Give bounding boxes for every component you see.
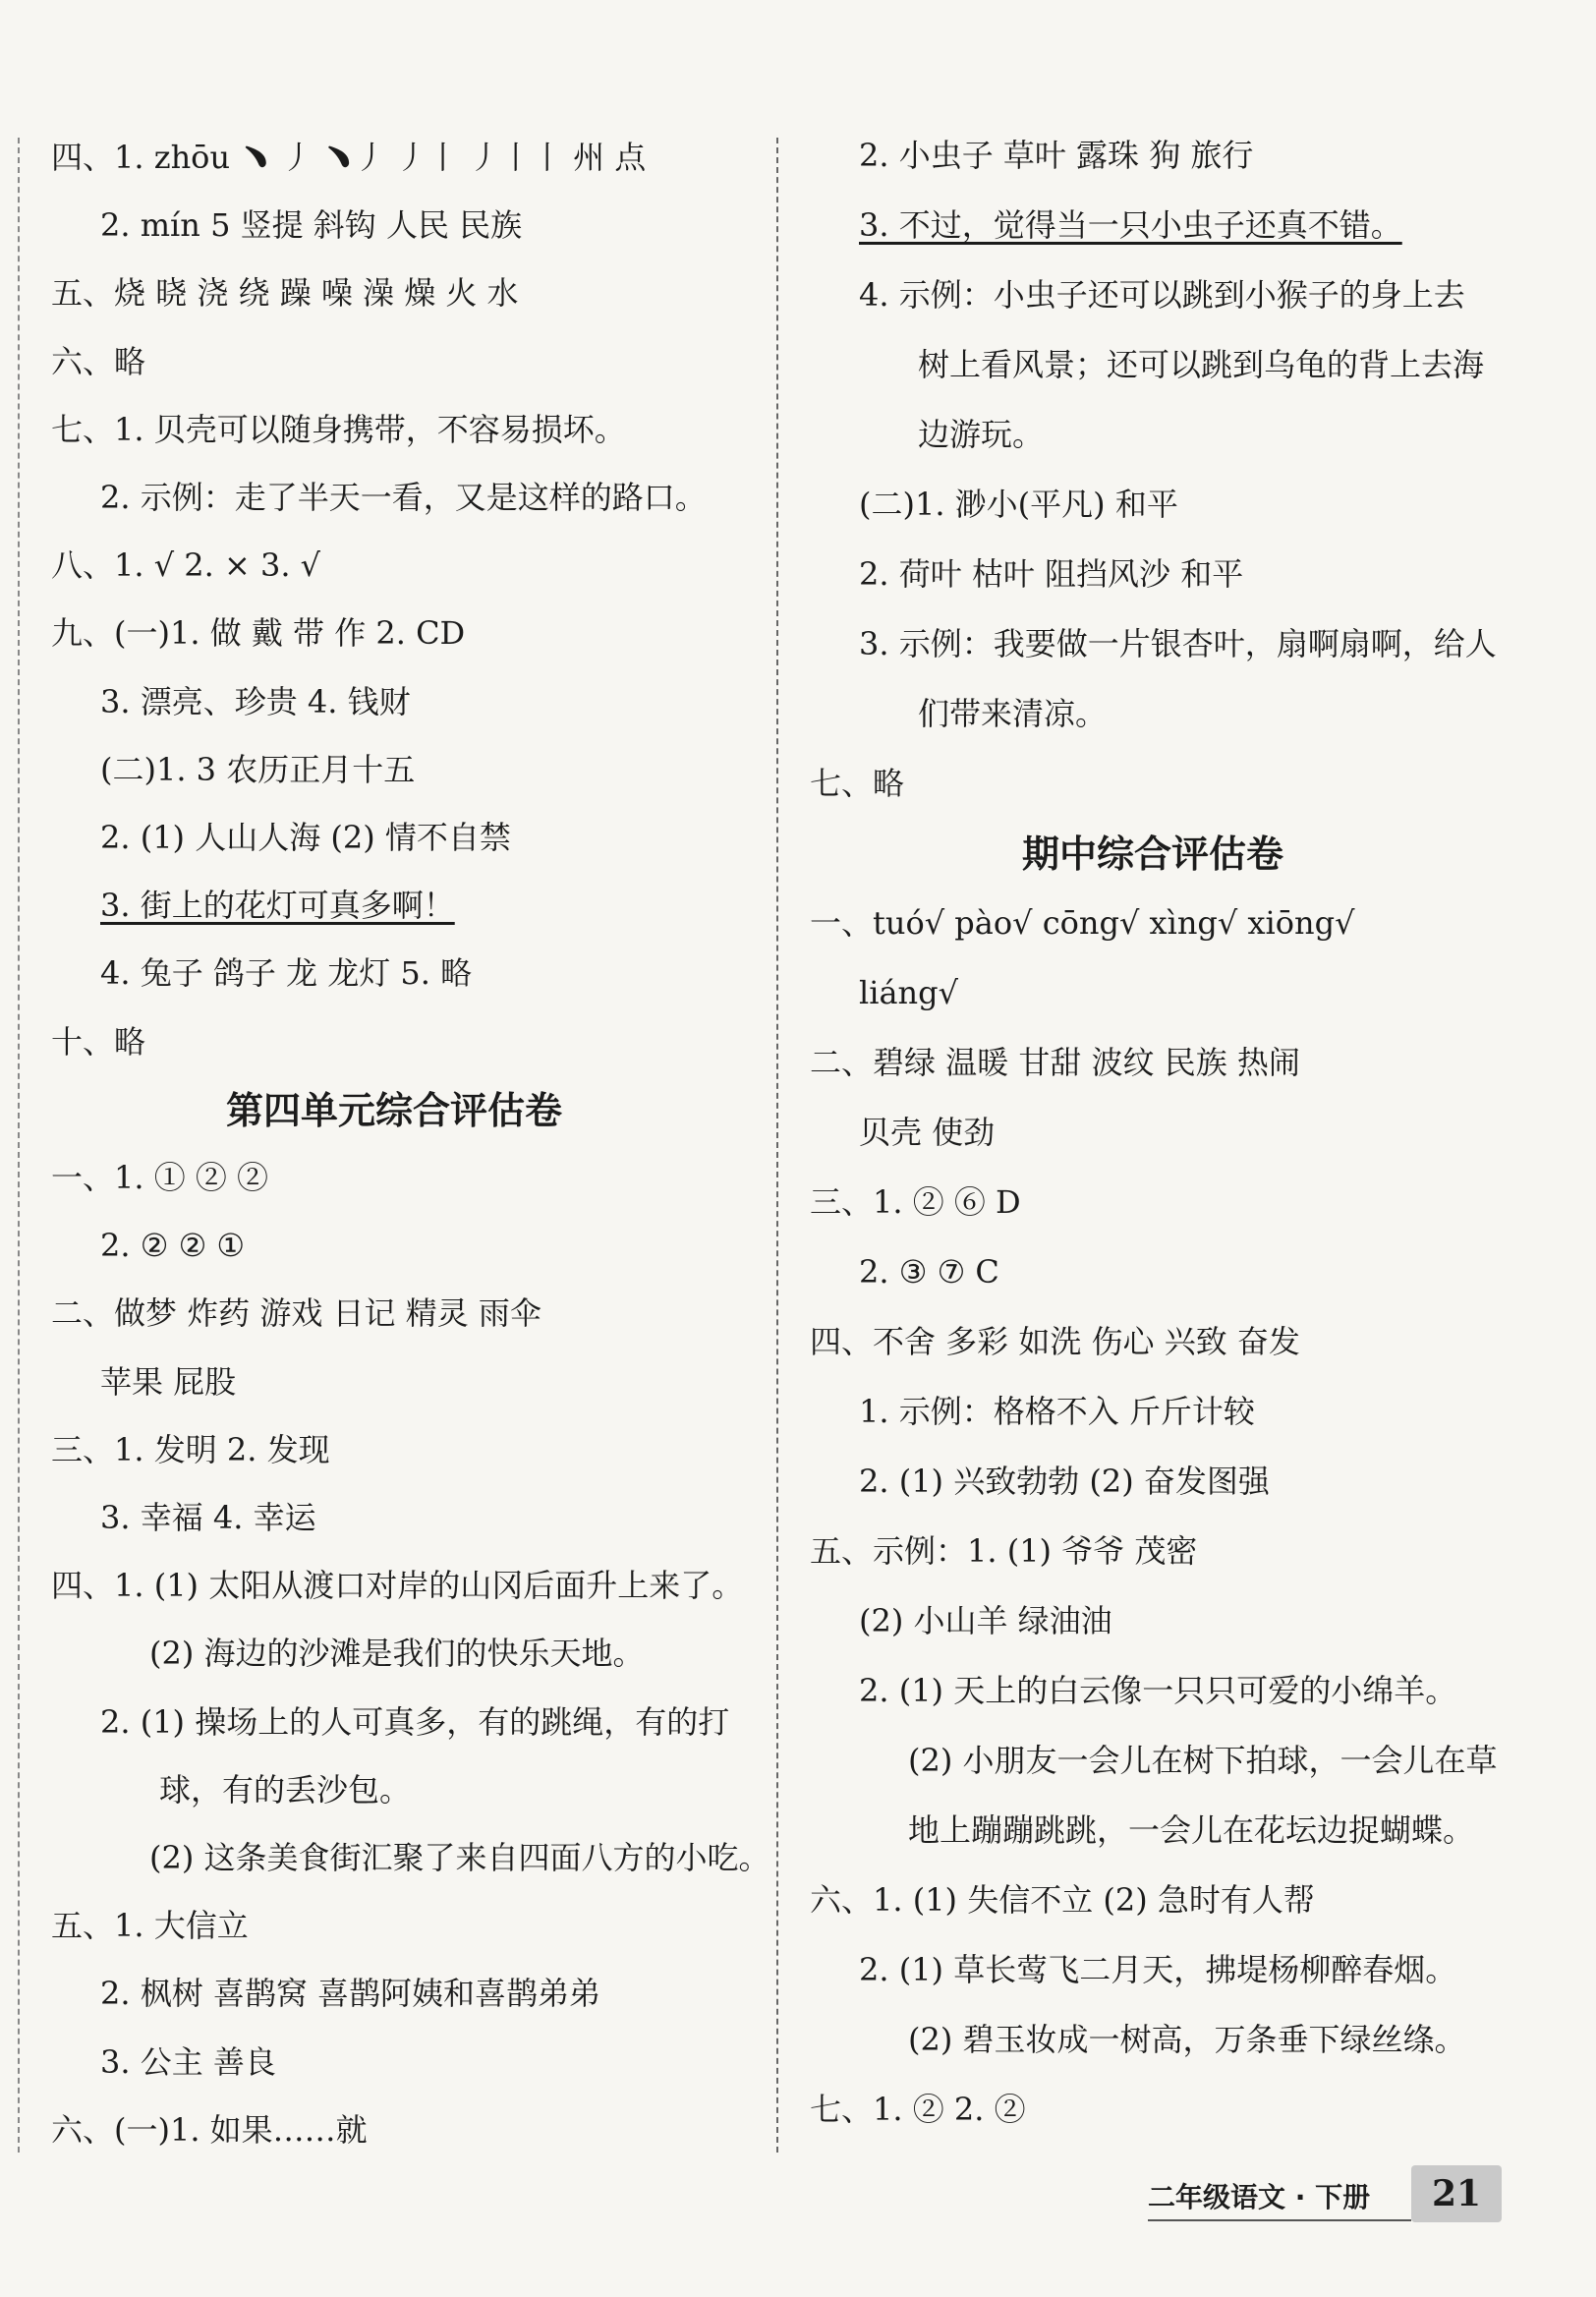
answer-line: 2. (1) 天上的白云像一只只可爱的小绵羊。 xyxy=(859,1672,1457,1709)
answer-line: 苹果 屁股 xyxy=(100,1362,237,1401)
answer-line: 2. 枫树 喜鹊窝 喜鹊阿姨和喜鹊弟弟 xyxy=(100,1975,601,2013)
answer-line: 2. ② ② ① xyxy=(100,1227,246,1265)
answer-line: 2. (1) 人山人海 (2) 情不自禁 xyxy=(100,819,511,856)
section-title: 期中综合评估卷 xyxy=(1022,833,1284,876)
answer-line: 2. 小虫子 草叶 露珠 狗 旅行 xyxy=(859,137,1254,174)
column-divider xyxy=(776,138,778,2153)
answer-line: 六、略 xyxy=(51,342,146,380)
answer-line: (2) 小山羊 绿油油 xyxy=(859,1602,1112,1639)
answer-line: 五、示例：1. (1) 爷爷 茂密 xyxy=(810,1532,1198,1570)
answer-line: 3. 示例：我要做一片银杏叶，扇啊扇啊，给人 xyxy=(859,625,1497,662)
footer-rule xyxy=(1148,2219,1411,2221)
answer-line: 一、tuó√ pào√ cōng√ xìng√ xiōng√ xyxy=(810,904,1355,942)
answer-line: 2. 荷叶 枯叶 阻挡风沙 和平 xyxy=(859,555,1244,593)
answer-line: 七、1. 贝壳可以随身携带，不容易损坏。 xyxy=(51,410,626,448)
answer-line: 2. ③ ⑦ C xyxy=(859,1253,999,1291)
answer-line: 树上看风景；还可以跳到乌龟的背上去海 xyxy=(918,346,1485,383)
answer-line: 七、1. ② 2. ② xyxy=(810,2091,1026,2128)
answer-line: 球，有的丢沙包。 xyxy=(159,1770,412,1809)
left-margin-rule xyxy=(18,138,20,2153)
section-title: 第四单元综合评估卷 xyxy=(226,1088,563,1132)
page-number: 21 xyxy=(1411,2165,1502,2222)
answer-line: 3. 不过，觉得当一只小虫子还真不错。 xyxy=(859,206,1402,244)
answer-line: 二、碧绿 温暖 甘甜 波纹 民族 热闹 xyxy=(810,1044,1300,1081)
answer-line: 一、1. ① ② ② xyxy=(51,1159,269,1196)
answer-line: 3. 公主 善良 xyxy=(100,2042,276,2081)
answer-line: 六、(一)1. 如果……就 xyxy=(51,2110,368,2149)
answer-line: 四、不舍 多彩 如洗 伤心 兴致 奋发 xyxy=(810,1323,1300,1360)
answer-line: 边游玩。 xyxy=(918,416,1045,453)
answer-line: (二)1. 3 农历正月十五 xyxy=(100,750,416,788)
answer-line: 七、略 xyxy=(810,765,905,802)
answer-line: 八、1. √ 2. × 3. √ xyxy=(51,546,321,585)
answer-line: (二)1. 渺小(平凡) 和平 xyxy=(859,486,1178,523)
answer-line: (2) 小朋友一会儿在树下拍球，一会儿在草 xyxy=(908,1742,1498,1779)
answer-line: 二、做梦 炸药 游戏 日记 精灵 雨伞 xyxy=(51,1294,542,1333)
answer-line: 3. 幸福 4. 幸运 xyxy=(100,1499,316,1536)
answer-line: (2) 碧玉妆成一树高，万条垂下绿丝绦。 xyxy=(908,2021,1466,2058)
footer-grade-label: 二年级语文 · 下册 xyxy=(1148,2181,1371,2213)
answer-line: liáng√ xyxy=(859,974,959,1011)
answer-line: 3. 街上的花灯可真多啊！ xyxy=(100,887,455,925)
answer-line: 们带来清凉。 xyxy=(918,695,1108,732)
answer-line: 十、略 xyxy=(51,1022,146,1061)
answer-line: 九、(一)1. 做 戴 带 作 2. CD xyxy=(51,614,466,653)
answer-line: 五、烧 晓 浇 绕 躁 噪 澡 燥 火 水 xyxy=(51,274,519,313)
answer-line: 三、1. 发明 2. 发现 xyxy=(51,1430,330,1468)
answer-line: 4. 示例：小虫子还可以跳到小猴子的身上去 xyxy=(859,276,1465,314)
answer-line: 2. (1) 兴致勃勃 (2) 奋发图强 xyxy=(859,1463,1270,1500)
answer-line: 四、1. (1) 太阳从渡口对岸的山冈后面升上来了。 xyxy=(51,1567,744,1605)
answer-line: 1. 示例：格格不入 斤斤计较 xyxy=(859,1393,1255,1430)
answer-line: 4. 兔子 鸽子 龙 龙灯 5. 略 xyxy=(100,954,473,993)
answer-line: 2. 示例：走了半天一看，又是这样的路口。 xyxy=(100,479,707,516)
answer-line: (2) 这条美食街汇聚了来自四面八方的小吃。 xyxy=(149,1839,770,1876)
answer-line: 2. (1) 草长莺飞二月天，拂堤杨柳醉春烟。 xyxy=(859,1951,1457,1988)
answer-line: 地上蹦蹦跳跳，一会儿在花坛边捉蝴蝶。 xyxy=(908,1811,1475,1849)
answer-line: 2. mín 5 竖提 斜钩 人民 民族 xyxy=(100,206,523,245)
answer-line: 三、1. ② ⑥ D xyxy=(810,1183,1021,1221)
answer-line: 2. (1) 操场上的人可真多，有的跳绳，有的打 xyxy=(100,1702,730,1741)
answer-line: 四、1. zhōu ﹅ 丿 ﹅丿 丿丨 丿丨丨 州 点 xyxy=(51,139,647,176)
answer-line: 五、1. 大信立 xyxy=(51,1907,249,1945)
answer-line: (2) 海边的沙滩是我们的快乐天地。 xyxy=(149,1635,645,1673)
answer-line: 六、1. (1) 失信不立 (2) 急时有人帮 xyxy=(810,1881,1315,1919)
answer-line: 贝壳 使劲 xyxy=(859,1114,996,1151)
answer-line: 3. 漂亮、珍贵 4. 钱财 xyxy=(100,682,411,720)
